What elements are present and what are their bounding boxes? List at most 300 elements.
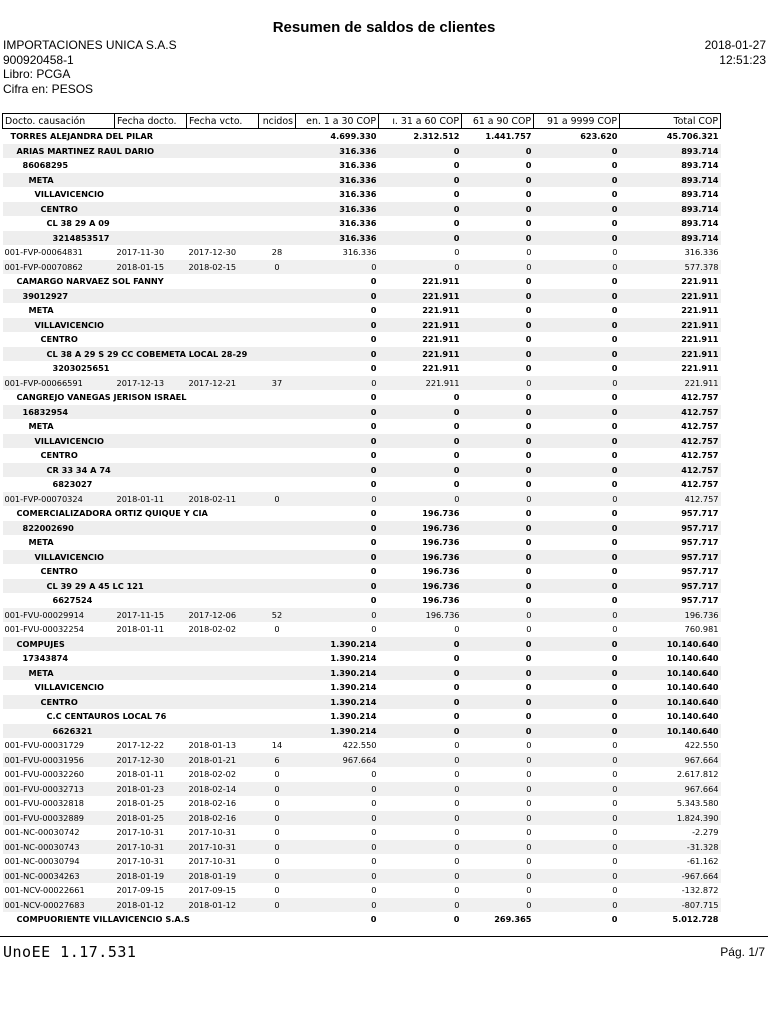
amount-31-60: 0 — [379, 767, 462, 782]
amount-total: 412.757 — [620, 463, 721, 478]
group-label: CAMARGO NARVAEZ SOL FANNY — [3, 274, 296, 289]
doc-date: 2018-01-15 — [115, 260, 187, 275]
amount-total: 1.824.390 — [620, 811, 721, 826]
group-row — [3, 695, 721, 710]
amount-91-9999: 0 — [534, 202, 620, 217]
group-label: 16832954 — [3, 405, 296, 420]
document-row — [3, 782, 721, 797]
amount-1-30: 0 — [296, 463, 379, 478]
document-row — [3, 260, 721, 275]
group-row — [3, 550, 721, 565]
amount-total: 893.714 — [620, 144, 721, 159]
doc-number: 001-FVU-00032254 — [3, 622, 115, 637]
amount-total: 10.140.640 — [620, 724, 721, 739]
amount-61-90: 0 — [462, 303, 534, 318]
amount-61-90: 0 — [462, 521, 534, 536]
amount-total: 221.911 — [620, 376, 721, 391]
doc-date: 2018-01-23 — [115, 782, 187, 797]
group-label: ARIAS MARTINEZ RAUL DARIO — [3, 144, 296, 159]
amount-1-30: 0 — [296, 608, 379, 623]
amount-31-60: 196.736 — [379, 608, 462, 623]
amount-total: -807.715 — [620, 898, 721, 913]
amount-total: 412.757 — [620, 492, 721, 507]
amount-1-30: 1.390.214 — [296, 680, 379, 695]
group-row — [3, 709, 721, 724]
amount-total: -31.328 — [620, 840, 721, 855]
group-row — [3, 231, 721, 246]
amount-61-90: 0 — [462, 231, 534, 246]
amount-1-30: 422.550 — [296, 738, 379, 753]
due-date: 2018-02-02 — [187, 622, 259, 637]
document-row — [3, 811, 721, 826]
amount-total: -967.664 — [620, 869, 721, 884]
days-overdue: 28 — [259, 245, 296, 260]
amount-91-9999: 0 — [534, 477, 620, 492]
doc-number: 001-NCV-00022661 — [3, 883, 115, 898]
amount-61-90: 0 — [462, 448, 534, 463]
amount-total: 957.717 — [620, 535, 721, 550]
amount-31-60: 221.911 — [379, 361, 462, 376]
amount-1-30: 0 — [296, 260, 379, 275]
amount-31-60: 221.911 — [379, 376, 462, 391]
doc-number: 001-NCV-00027683 — [3, 898, 115, 913]
amount-91-9999: 0 — [534, 724, 620, 739]
group-label: META — [3, 666, 296, 681]
amount-61-90: 0 — [462, 173, 534, 188]
libro-label: Libro: PCGA — [3, 67, 71, 81]
report-header-right — [705, 38, 766, 67]
amount-61-90: 0 — [462, 738, 534, 753]
amount-total: 5.012.728 — [620, 912, 721, 927]
group-row — [3, 463, 721, 478]
amount-91-9999: 0 — [534, 361, 620, 376]
group-row — [3, 434, 721, 449]
group-row — [3, 419, 721, 434]
amount-total: 221.911 — [620, 318, 721, 333]
days-overdue: 0 — [259, 260, 296, 275]
due-date: 2017-12-06 — [187, 608, 259, 623]
amount-1-30: 0 — [296, 564, 379, 579]
group-label: CR 33 34 A 74 — [3, 463, 296, 478]
amount-91-9999: 623.620 — [534, 129, 620, 144]
group-row — [3, 332, 721, 347]
table-body — [3, 129, 721, 927]
report-header-left — [3, 38, 177, 96]
amount-31-60: 0 — [379, 622, 462, 637]
group-label: VILLAVICENCIO — [3, 680, 296, 695]
amount-91-9999: 0 — [534, 782, 620, 797]
amount-61-90: 0 — [462, 883, 534, 898]
amount-61-90: 0 — [462, 622, 534, 637]
amount-31-60: 221.911 — [379, 318, 462, 333]
amount-61-90: 0 — [462, 825, 534, 840]
group-row — [3, 564, 721, 579]
amount-91-9999: 0 — [534, 419, 620, 434]
amount-91-9999: 0 — [534, 376, 620, 391]
col-header-31-60: ı. 31 a 60 COP — [379, 114, 462, 129]
amount-31-60: 196.736 — [379, 521, 462, 536]
amount-61-90: 0 — [462, 202, 534, 217]
amount-31-60: 0 — [379, 854, 462, 869]
amount-1-30: 0 — [296, 767, 379, 782]
amount-61-90: 0 — [462, 390, 534, 405]
amount-31-60: 0 — [379, 231, 462, 246]
amount-1-30: 0 — [296, 622, 379, 637]
amount-1-30: 316.336 — [296, 202, 379, 217]
group-label: VILLAVICENCIO — [3, 434, 296, 449]
amount-91-9999: 0 — [534, 666, 620, 681]
amount-31-60: 2.312.512 — [379, 129, 462, 144]
amount-91-9999: 0 — [534, 332, 620, 347]
amount-1-30: 0 — [296, 289, 379, 304]
group-label: 6627524 — [3, 593, 296, 608]
group-row — [3, 158, 721, 173]
amount-total: 221.911 — [620, 289, 721, 304]
amount-1-30: 0 — [296, 390, 379, 405]
group-label: 822002690 — [3, 521, 296, 536]
balances-table-container — [2, 113, 720, 927]
amount-1-30: 1.390.214 — [296, 695, 379, 710]
group-row — [3, 318, 721, 333]
amount-1-30: 0 — [296, 492, 379, 507]
amount-total: 957.717 — [620, 550, 721, 565]
amount-61-90: 0 — [462, 187, 534, 202]
doc-date: 2017-11-30 — [115, 245, 187, 260]
amount-total: 893.714 — [620, 202, 721, 217]
amount-31-60: 221.911 — [379, 274, 462, 289]
amount-61-90: 0 — [462, 666, 534, 681]
amount-1-30: 0 — [296, 593, 379, 608]
days-overdue: 0 — [259, 840, 296, 855]
amount-1-30: 1.390.214 — [296, 637, 379, 652]
amount-1-30: 316.336 — [296, 144, 379, 159]
doc-date: 2017-12-22 — [115, 738, 187, 753]
col-header-docto: Docto. causación — [3, 114, 115, 129]
amount-total: -2.279 — [620, 825, 721, 840]
amount-91-9999: 0 — [534, 709, 620, 724]
group-label: CENTRO — [3, 448, 296, 463]
days-overdue: 0 — [259, 782, 296, 797]
amount-61-90: 0 — [462, 434, 534, 449]
days-overdue: 0 — [259, 767, 296, 782]
days-overdue: 0 — [259, 811, 296, 826]
amount-61-90: 0 — [462, 651, 534, 666]
group-row — [3, 274, 721, 289]
amount-1-30: 0 — [296, 840, 379, 855]
footer-divider — [0, 936, 768, 937]
amount-61-90: 0 — [462, 637, 534, 652]
amount-91-9999: 0 — [534, 274, 620, 289]
due-date: 2017-12-30 — [187, 245, 259, 260]
amount-91-9999: 0 — [534, 767, 620, 782]
amount-61-90: 0 — [462, 854, 534, 869]
amount-91-9999: 0 — [534, 260, 620, 275]
amount-total: 412.757 — [620, 390, 721, 405]
amount-91-9999: 0 — [534, 405, 620, 420]
amount-total: 957.717 — [620, 593, 721, 608]
col-header-61-90: 61 a 90 COP — [462, 114, 534, 129]
doc-date: 2018-01-11 — [115, 622, 187, 637]
amount-total: 221.911 — [620, 274, 721, 289]
days-overdue: 37 — [259, 376, 296, 391]
amount-total: 221.911 — [620, 361, 721, 376]
amount-31-60: 0 — [379, 869, 462, 884]
amount-91-9999: 0 — [534, 347, 620, 362]
amount-total: 196.736 — [620, 608, 721, 623]
amount-1-30: 0 — [296, 854, 379, 869]
due-date: 2017-12-21 — [187, 376, 259, 391]
due-date: 2018-01-13 — [187, 738, 259, 753]
amount-91-9999: 0 — [534, 434, 620, 449]
amount-31-60: 0 — [379, 883, 462, 898]
amount-91-9999: 0 — [534, 506, 620, 521]
doc-date: 2018-01-12 — [115, 898, 187, 913]
amount-total: 412.757 — [620, 419, 721, 434]
amount-31-60: 0 — [379, 390, 462, 405]
amount-1-30: 316.336 — [296, 245, 379, 260]
document-row — [3, 854, 721, 869]
group-row — [3, 361, 721, 376]
amount-31-60: 196.736 — [379, 550, 462, 565]
amount-31-60: 0 — [379, 695, 462, 710]
due-date: 2018-01-12 — [187, 898, 259, 913]
group-row — [3, 144, 721, 159]
report-title: Resumen de saldos de clientes — [272, 19, 496, 36]
amount-61-90: 0 — [462, 492, 534, 507]
amount-91-9999: 0 — [534, 912, 620, 927]
amount-31-60: 0 — [379, 637, 462, 652]
amount-31-60: 0 — [379, 738, 462, 753]
days-overdue: 0 — [259, 492, 296, 507]
amount-61-90: 0 — [462, 608, 534, 623]
due-date: 2017-09-15 — [187, 883, 259, 898]
amount-total: 10.140.640 — [620, 637, 721, 652]
group-label: COMERCIALIZADORA ORTIZ QUIQUE Y CIA — [3, 506, 296, 521]
amount-1-30: 967.664 — [296, 753, 379, 768]
due-date: 2018-02-15 — [187, 260, 259, 275]
amount-91-9999: 0 — [534, 883, 620, 898]
group-label: META — [3, 173, 296, 188]
amount-91-9999: 0 — [534, 318, 620, 333]
group-row — [3, 448, 721, 463]
amount-61-90: 0 — [462, 550, 534, 565]
page-number: Pág. 1/7 — [720, 945, 765, 959]
amount-31-60: 0 — [379, 405, 462, 420]
amount-91-9999: 0 — [534, 680, 620, 695]
amount-91-9999: 0 — [534, 158, 620, 173]
group-label: COMPUORIENTE VILLAVICENCIO S.A.S — [3, 912, 296, 927]
amount-61-90: 0 — [462, 318, 534, 333]
amount-total: 10.140.640 — [620, 666, 721, 681]
group-label: 6626321 — [3, 724, 296, 739]
doc-date: 2018-01-11 — [115, 767, 187, 782]
document-row — [3, 883, 721, 898]
days-overdue: 6 — [259, 753, 296, 768]
amount-31-60: 196.736 — [379, 564, 462, 579]
doc-number: 001-NC-00030743 — [3, 840, 115, 855]
group-label: 39012927 — [3, 289, 296, 304]
amount-total: 967.664 — [620, 753, 721, 768]
group-label: TORRES ALEJANDRA DEL PILAR — [3, 129, 296, 144]
group-label: 3214853517 — [3, 231, 296, 246]
amount-91-9999: 0 — [534, 579, 620, 594]
amount-1-30: 1.390.214 — [296, 666, 379, 681]
group-row — [3, 187, 721, 202]
doc-number: 001-FVU-00032818 — [3, 796, 115, 811]
amount-31-60: 0 — [379, 724, 462, 739]
doc-number: 001-FVU-00031729 — [3, 738, 115, 753]
amount-61-90: 0 — [462, 332, 534, 347]
group-label: 6823027 — [3, 477, 296, 492]
doc-number: 001-FVU-00031956 — [3, 753, 115, 768]
amount-91-9999: 0 — [534, 173, 620, 188]
amount-61-90: 0 — [462, 811, 534, 826]
amount-1-30: 0 — [296, 535, 379, 550]
amount-1-30: 0 — [296, 521, 379, 536]
software-version: UnoEE 1.17.531 — [3, 943, 137, 961]
doc-date: 2017-12-30 — [115, 753, 187, 768]
col-header-fecha-vcto: Fecha vcto. — [187, 114, 259, 129]
amount-31-60: 0 — [379, 825, 462, 840]
document-row — [3, 622, 721, 637]
amount-91-9999: 0 — [534, 840, 620, 855]
amount-1-30: 0 — [296, 477, 379, 492]
amount-1-30: 0 — [296, 347, 379, 362]
amount-1-30: 0 — [296, 796, 379, 811]
amount-91-9999: 0 — [534, 216, 620, 231]
amount-31-60: 0 — [379, 144, 462, 159]
amount-1-30: 316.336 — [296, 216, 379, 231]
amount-total: 221.911 — [620, 303, 721, 318]
days-overdue: 0 — [259, 796, 296, 811]
amount-total: 422.550 — [620, 738, 721, 753]
group-row — [3, 129, 721, 144]
doc-number: 001-FVU-00032260 — [3, 767, 115, 782]
amount-91-9999: 0 — [534, 869, 620, 884]
amount-31-60: 0 — [379, 753, 462, 768]
document-row — [3, 753, 721, 768]
group-row — [3, 666, 721, 681]
doc-date: 2017-11-15 — [115, 608, 187, 623]
document-row — [3, 376, 721, 391]
amount-91-9999: 0 — [534, 144, 620, 159]
amount-91-9999: 0 — [534, 637, 620, 652]
group-row — [3, 637, 721, 652]
amount-total: 893.714 — [620, 231, 721, 246]
amount-31-60: 0 — [379, 709, 462, 724]
days-overdue: 14 — [259, 738, 296, 753]
amount-total: 760.981 — [620, 622, 721, 637]
group-label: VILLAVICENCIO — [3, 187, 296, 202]
amount-61-90: 0 — [462, 376, 534, 391]
amount-31-60: 196.736 — [379, 593, 462, 608]
amount-61-90: 0 — [462, 695, 534, 710]
amount-total: 957.717 — [620, 579, 721, 594]
amount-61-90: 0 — [462, 564, 534, 579]
amount-91-9999: 0 — [534, 651, 620, 666]
group-label: CENTRO — [3, 202, 296, 217]
amount-61-90: 1.441.757 — [462, 129, 534, 144]
amount-total: 2.617.812 — [620, 767, 721, 782]
doc-date: 2018-01-19 — [115, 869, 187, 884]
amount-31-60: 0 — [379, 492, 462, 507]
amount-1-30: 0 — [296, 318, 379, 333]
amount-1-30: 1.390.214 — [296, 651, 379, 666]
amount-61-90: 0 — [462, 898, 534, 913]
group-label: C.C CENTAUROS LOCAL 76 — [3, 709, 296, 724]
amount-total: 412.757 — [620, 477, 721, 492]
amount-total: 412.757 — [620, 448, 721, 463]
group-label: META — [3, 303, 296, 318]
amount-total: 10.140.640 — [620, 695, 721, 710]
amount-1-30: 0 — [296, 883, 379, 898]
document-row — [3, 738, 721, 753]
amount-61-90: 0 — [462, 506, 534, 521]
amount-31-60: 0 — [379, 912, 462, 927]
amount-61-90: 0 — [462, 274, 534, 289]
due-date: 2018-02-11 — [187, 492, 259, 507]
amount-61-90: 0 — [462, 709, 534, 724]
amount-61-90: 0 — [462, 724, 534, 739]
amount-61-90: 0 — [462, 245, 534, 260]
amount-1-30: 1.390.214 — [296, 709, 379, 724]
amount-61-90: 0 — [462, 782, 534, 797]
amount-61-90: 0 — [462, 753, 534, 768]
amount-91-9999: 0 — [534, 622, 620, 637]
amount-total: 316.336 — [620, 245, 721, 260]
amount-total: 893.714 — [620, 173, 721, 188]
group-label: CL 38 29 A 09 — [3, 216, 296, 231]
amount-61-90: 0 — [462, 216, 534, 231]
amount-61-90: 0 — [462, 535, 534, 550]
document-row — [3, 898, 721, 913]
col-header-total: Total COP — [620, 114, 721, 129]
amount-31-60: 0 — [379, 202, 462, 217]
amount-total: 221.911 — [620, 347, 721, 362]
amount-total: 10.140.640 — [620, 709, 721, 724]
amount-91-9999: 0 — [534, 463, 620, 478]
group-row — [3, 506, 721, 521]
group-label: CENTRO — [3, 695, 296, 710]
days-overdue: 0 — [259, 622, 296, 637]
due-date: 2018-01-19 — [187, 869, 259, 884]
amount-total: 221.911 — [620, 332, 721, 347]
amount-total: -61.162 — [620, 854, 721, 869]
amount-31-60: 221.911 — [379, 332, 462, 347]
amount-61-90: 0 — [462, 579, 534, 594]
due-date: 2018-02-14 — [187, 782, 259, 797]
amount-total: 5.343.580 — [620, 796, 721, 811]
col-header-91-9999: 91 a 9999 COP — [534, 114, 620, 129]
group-row — [3, 216, 721, 231]
amount-1-30: 0 — [296, 405, 379, 420]
amount-61-90: 0 — [462, 405, 534, 420]
amount-31-60: 0 — [379, 811, 462, 826]
doc-number: 001-FVU-00032713 — [3, 782, 115, 797]
amount-1-30: 0 — [296, 550, 379, 565]
amount-61-90: 0 — [462, 767, 534, 782]
doc-date: 2018-01-25 — [115, 796, 187, 811]
amount-31-60: 221.911 — [379, 303, 462, 318]
report-time: 12:51:23 — [719, 52, 766, 67]
amount-61-90: 0 — [462, 680, 534, 695]
days-overdue: 0 — [259, 883, 296, 898]
doc-number: 001-FVP-00064831 — [3, 245, 115, 260]
document-row — [3, 840, 721, 855]
group-row — [3, 202, 721, 217]
due-date: 2017-10-31 — [187, 854, 259, 869]
amount-1-30: 0 — [296, 419, 379, 434]
